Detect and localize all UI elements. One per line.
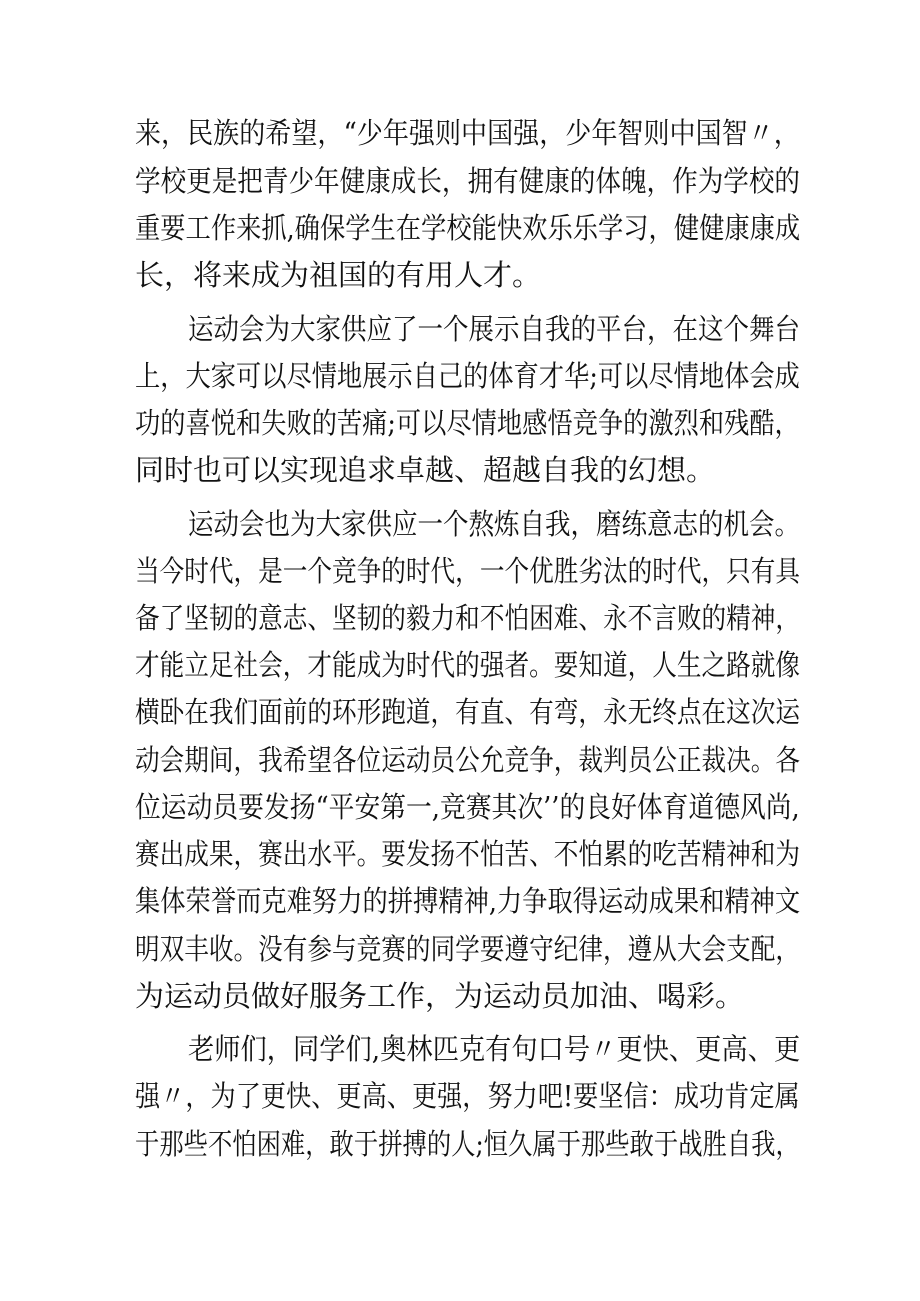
paragraph-first-line: 老师们，同学们,奥林匹克有句口号〃更快、更高、更 [188, 1032, 801, 1066]
text-line: 于那些不怕困难，敢于拼搏的人;恒久属于那些敢于战胜自我， [135, 1127, 800, 1161]
text-line: 当今时代，是一个竞争的时代，一个优胜劣汰的时代，只有具 [135, 554, 801, 588]
text-line: 学校更是把青少年健康成长，拥有健康的体魄，作为学校的 [135, 164, 801, 198]
text-line: 来，民族的希望，“少年强则中国强，少年智则中国智〃， [135, 116, 800, 150]
text-line: 功的喜悦和失败的苦痛;可以尽情地感悟竞争的激烈和残酷， [135, 406, 800, 440]
text-line: 长，将来成为祖国的有用人才。 [135, 258, 542, 292]
text-line: 位运动员要发扬“平安第一,竞赛其次’’的良好体育道德风尚, [135, 790, 800, 824]
text-line: 备了坚韧的意志、坚韧的毅力和不怕困难、永不言败的精神， [135, 601, 801, 635]
text-line: 动会期间，我希望各位运动员公允竞争，裁判员公正裁决。各 [135, 743, 801, 777]
text-line: 才能立足社会，才能成为时代的强者。要知道，人生之路就像 [135, 648, 801, 682]
text-line: 集体荣誉而克难努力的拼搏精神,力争取得运动成果和精神文 [135, 884, 801, 918]
paragraph-first-line: 运动会也为大家供应一个熬炼自我，磨练意志的机会。 [188, 507, 801, 541]
text-line: 赛出成果，赛出水平。要发扬不怕苦、不怕累的吃苦精神和为 [135, 837, 801, 871]
text-line: 明双丰收。没有参与竞赛的同学要遵守纪律，遵从大会支配， [135, 932, 801, 966]
text-line: 同时也可以实现追求卓越、超越自我的幻想。 [135, 453, 716, 487]
paragraph-first-line: 运动会为大家供应了一个展示自我的平台，在这个舞台 [188, 312, 801, 346]
text-line: 横卧在我们面前的环形跑道，有直、有弯，永无终点在这次运 [135, 695, 801, 729]
text-line: 上，大家可以尽情地展示自己的体育才华;可以尽情地体会成 [135, 359, 800, 393]
text-line: 为运动员做好服务工作，为运动员加油、喝彩。 [135, 979, 745, 1013]
text-line: 强〃，为了更快、更高、更强，努力吧!要坚信：成功肯定属 [135, 1079, 800, 1113]
text-line: 重要工作来抓,确保学生在学校能快欢乐乐学习，健健康康成 [135, 211, 801, 245]
